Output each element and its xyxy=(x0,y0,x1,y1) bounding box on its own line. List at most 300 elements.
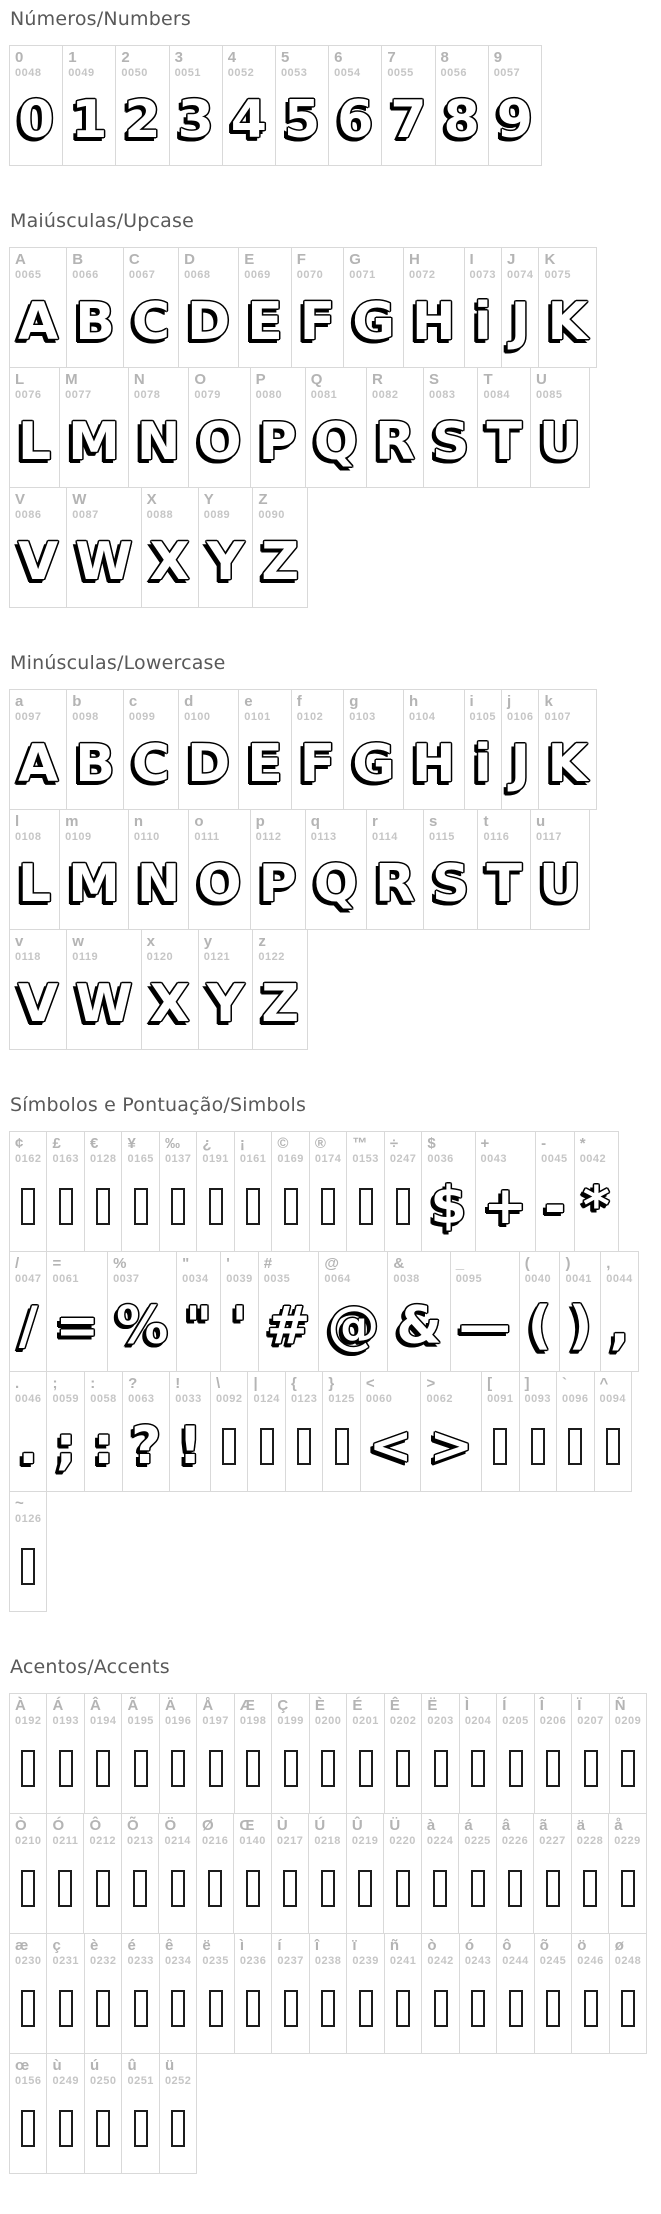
section-rows xyxy=(9,689,661,1050)
cell-character-label: * xyxy=(579,1135,586,1152)
glyph-cell xyxy=(238,689,292,810)
bubble-glyph: + xyxy=(483,1176,528,1236)
cell-glyph-preview xyxy=(15,725,61,803)
cell-character-label: X xyxy=(146,491,157,508)
cell-character-label: = xyxy=(52,1255,62,1272)
cell-unicode-code: 0088 xyxy=(146,509,174,521)
bubble-glyph: $ xyxy=(430,1176,467,1236)
cell-glyph-preview xyxy=(15,1167,41,1245)
glyph-cell xyxy=(530,367,590,488)
glyph-cell xyxy=(238,247,292,368)
cell-unicode-code: 0230 xyxy=(15,1955,42,1967)
cell-character-label: B xyxy=(72,251,84,268)
glyph-cell xyxy=(534,1933,572,2054)
cell-unicode-code: 0093 xyxy=(524,1393,552,1405)
glyph-cell xyxy=(250,809,306,930)
cell-unicode-code: 0137 xyxy=(164,1153,192,1165)
cell-unicode-code: 0209 xyxy=(614,1715,642,1727)
glyph-cell xyxy=(571,1933,609,2054)
cell-character-label: À xyxy=(15,1697,26,1714)
cell-glyph-preview xyxy=(15,2089,41,2167)
cell-unicode-code: 0062 xyxy=(426,1393,453,1405)
cell-character-label: y xyxy=(203,933,213,950)
glyph-cell xyxy=(309,1933,347,2054)
cell-glyph-preview xyxy=(15,1969,41,2047)
cell-unicode-code: 0070 xyxy=(296,269,324,281)
cell-unicode-code: 0095 xyxy=(455,1273,483,1285)
cell-glyph-preview xyxy=(502,1849,528,1927)
cell-glyph-preview xyxy=(72,523,135,601)
cell-glyph-preview xyxy=(372,403,418,481)
bubble-glyph: G xyxy=(352,734,395,794)
glyph-cell xyxy=(210,1371,248,1492)
cell-glyph-preview xyxy=(615,1729,641,1807)
cell-glyph-preview xyxy=(352,1729,378,1807)
missing-glyph-box xyxy=(171,1990,185,2027)
cell-character-label: @ xyxy=(324,1255,339,1272)
cell-unicode-code: 0123 xyxy=(290,1393,318,1405)
glyph-cell xyxy=(222,45,276,166)
cell-unicode-code: 0104 xyxy=(408,711,436,723)
cell-glyph-preview xyxy=(194,403,244,481)
missing-glyph-box xyxy=(246,1870,260,1907)
cell-glyph-preview xyxy=(15,845,54,923)
missing-glyph-box xyxy=(246,1188,260,1225)
cell-character-label: P xyxy=(255,371,266,388)
cell-character-label: õ xyxy=(539,1937,549,1954)
cell-unicode-code: 0069 xyxy=(244,269,271,281)
glyph-cell xyxy=(496,1813,534,1934)
cell-character-label: j xyxy=(507,693,512,710)
cell-unicode-code: 0084 xyxy=(483,389,510,401)
cell-glyph-preview xyxy=(258,965,302,1043)
bubble-glyph: H xyxy=(411,734,456,794)
glyph-cell xyxy=(84,1693,122,1814)
cell-character-label: ÷ xyxy=(389,1135,399,1152)
cell-glyph-preview xyxy=(441,81,483,159)
cell-character-label: > xyxy=(426,1375,436,1392)
cell-glyph-preview xyxy=(502,1969,528,2047)
cell-character-label: 5 xyxy=(280,49,290,66)
cell-character-label: ¿ xyxy=(202,1135,212,1152)
cell-character-label: Ï xyxy=(577,1697,582,1714)
cell-unicode-code: 0033 xyxy=(175,1393,202,1405)
bubble-glyph: / xyxy=(18,1296,38,1356)
glyph-row xyxy=(9,45,542,166)
missing-glyph-box xyxy=(359,1188,373,1225)
cell-unicode-code: 0211 xyxy=(52,1835,79,1847)
glyph-cell xyxy=(84,1933,122,2054)
bubble-glyph: P xyxy=(258,854,297,914)
cell-glyph-preview xyxy=(127,1167,153,1245)
cell-character-label: # xyxy=(263,1255,273,1272)
cell-glyph-preview xyxy=(72,283,118,361)
cell-character-label: ( xyxy=(524,1255,530,1272)
cell-unicode-code: 0078 xyxy=(133,389,161,401)
cell-unicode-code: 0053 xyxy=(280,67,308,79)
missing-glyph-box xyxy=(621,1870,635,1907)
cell-unicode-code: 0081 xyxy=(310,389,338,401)
glyph-cell xyxy=(9,929,67,1050)
cell-glyph-preview xyxy=(184,283,233,361)
cell-unicode-code: 0247 xyxy=(389,1153,417,1165)
cell-character-label: Ä xyxy=(164,1697,176,1714)
cell-unicode-code: 0245 xyxy=(539,1955,567,1967)
missing-glyph-box xyxy=(606,1428,620,1465)
cell-character-label: S xyxy=(429,371,440,388)
missing-glyph-box xyxy=(21,1990,35,2027)
glyph-cell xyxy=(84,2053,122,2174)
cell-character-label: O xyxy=(194,371,207,388)
cell-character-label: Û xyxy=(351,1817,363,1834)
glyph-cell xyxy=(464,689,502,810)
cell-unicode-code: 0220 xyxy=(389,1835,416,1847)
cell-unicode-code: 0162 xyxy=(15,1153,42,1165)
glyph-cell xyxy=(158,1813,196,1934)
missing-glyph-box xyxy=(321,1990,335,2027)
missing-glyph-box xyxy=(134,1750,148,1787)
cell-character-label: - xyxy=(541,1135,547,1152)
cell-character-label: 7 xyxy=(387,49,396,66)
cell-glyph-preview xyxy=(427,1969,453,2047)
missing-glyph-box xyxy=(396,1870,410,1907)
glyph-cell xyxy=(346,1933,384,2054)
glyph-cell xyxy=(475,1131,537,1252)
cell-character-label: ¥ xyxy=(127,1135,136,1152)
missing-glyph-box xyxy=(134,2110,148,2147)
glyph-cell xyxy=(46,2053,84,2174)
cell-unicode-code: 0174 xyxy=(314,1153,342,1165)
cell-glyph-preview xyxy=(539,1849,565,1927)
cell-unicode-code: 0079 xyxy=(194,389,221,401)
cell-glyph-preview xyxy=(165,1167,191,1245)
cell-character-label: I xyxy=(469,251,474,268)
glyph-cell xyxy=(501,689,539,810)
glyph-cell xyxy=(420,1371,482,1492)
glyph-cell xyxy=(421,1131,475,1252)
glyph-cell xyxy=(501,247,539,368)
glyph-cell xyxy=(128,367,190,488)
section-title: Maiúsculas/Upcase xyxy=(10,210,195,232)
cell-glyph-preview xyxy=(165,2089,191,2167)
bubble-glyph: C xyxy=(131,734,171,794)
cell-unicode-code: 0226 xyxy=(501,1835,529,1847)
cell-unicode-code: 0207 xyxy=(577,1715,604,1727)
cell-glyph-preview xyxy=(577,1729,603,1807)
cell-glyph-preview xyxy=(297,725,339,803)
cell-glyph-preview xyxy=(281,81,323,159)
glyph-cell xyxy=(46,1813,84,1934)
cell-unicode-code: 0120 xyxy=(146,951,174,963)
cell-unicode-code: 0037 xyxy=(113,1273,140,1285)
bubble-glyph: G xyxy=(352,292,395,352)
cell-unicode-code: 0106 xyxy=(507,711,534,723)
glyph-cell xyxy=(271,1131,309,1252)
cell-character-label: T xyxy=(483,371,493,388)
glyph-cell xyxy=(169,1371,211,1492)
cell-unicode-code: 0098 xyxy=(72,711,99,723)
cell-character-label: l xyxy=(15,813,20,830)
cell-glyph-preview xyxy=(483,845,524,923)
cell-character-label: Ã xyxy=(127,1697,139,1714)
cell-glyph-preview xyxy=(15,965,61,1043)
cell-unicode-code: 0214 xyxy=(164,1835,191,1847)
glyph-cell xyxy=(571,1813,609,1934)
cell-character-label: , xyxy=(606,1255,611,1272)
glyph-cell xyxy=(141,487,199,608)
cell-unicode-code: 0193 xyxy=(52,1715,79,1727)
missing-glyph-box xyxy=(284,1750,298,1787)
cell-character-label: o xyxy=(194,813,204,830)
cell-character-label: ò xyxy=(427,1937,437,1954)
bubble-glyph: — xyxy=(458,1296,511,1356)
cell-glyph-preview xyxy=(72,725,118,803)
section-rows xyxy=(9,247,661,608)
glyph-cell xyxy=(121,2053,159,2174)
cell-character-label: | xyxy=(253,1375,258,1392)
cell-unicode-code: 0250 xyxy=(89,2075,117,2087)
cell-unicode-code: 0052 xyxy=(227,67,255,79)
cell-glyph-preview xyxy=(52,1407,79,1485)
glyph-row xyxy=(9,487,308,608)
cell-unicode-code: 0065 xyxy=(15,269,42,281)
cell-character-label: Õ xyxy=(126,1817,139,1834)
cell-unicode-code: 0252 xyxy=(164,2075,192,2087)
missing-glyph-box xyxy=(171,1870,185,1907)
cell-unicode-code: 0075 xyxy=(544,269,571,281)
missing-glyph-box xyxy=(396,1990,410,2027)
bubble-glyph: Q xyxy=(313,412,358,472)
bubble-glyph: X xyxy=(149,532,190,592)
cell-character-label: ) xyxy=(565,1255,571,1272)
glyph-cell xyxy=(556,1371,594,1492)
glyph-cell xyxy=(159,1693,197,1814)
cell-character-label: 8 xyxy=(440,49,449,66)
cell-character-label: [ xyxy=(487,1375,493,1392)
cell-unicode-code: 0156 xyxy=(15,2075,42,2087)
cell-character-label: £ xyxy=(52,1135,61,1152)
bubble-glyph: P xyxy=(258,412,297,472)
cell-character-label: â xyxy=(501,1817,511,1834)
missing-glyph-box xyxy=(297,1428,311,1465)
cell-character-label: Y xyxy=(203,491,214,508)
glyph-cell xyxy=(198,929,254,1050)
glyph-cell xyxy=(115,45,169,166)
glyph-cell xyxy=(384,1693,422,1814)
cell-glyph-preview xyxy=(175,81,217,159)
cell-glyph-preview xyxy=(128,1407,164,1485)
cell-unicode-code: 0102 xyxy=(296,711,324,723)
cell-character-label: r xyxy=(371,813,378,830)
cell-glyph-preview xyxy=(352,1969,378,2047)
cell-glyph-preview xyxy=(244,725,286,803)
cell-character-label: É xyxy=(352,1697,363,1714)
cell-character-label: s xyxy=(429,813,438,830)
cell-unicode-code: 0094 xyxy=(599,1393,626,1405)
cell-glyph-preview xyxy=(352,1167,378,1245)
bubble-glyph: A xyxy=(18,292,59,352)
bubble-glyph: D xyxy=(187,734,231,794)
bubble-glyph: 7 xyxy=(390,90,427,150)
cell-glyph-preview xyxy=(465,1729,491,1807)
cell-unicode-code: 0169 xyxy=(277,1153,304,1165)
glyph-cell xyxy=(234,1131,272,1252)
cell-glyph-preview xyxy=(184,725,233,803)
cell-glyph-preview xyxy=(129,283,173,361)
missing-glyph-box xyxy=(59,1990,73,2027)
bubble-glyph: ! xyxy=(178,1416,202,1476)
cell-unicode-code: 0241 xyxy=(389,1955,417,1967)
cell-character-label: C xyxy=(128,251,140,268)
bubble-glyph: i xyxy=(473,292,492,352)
cell-character-label: V xyxy=(15,491,26,508)
cell-character-label: K xyxy=(544,251,556,268)
cell-unicode-code: 0210 xyxy=(15,1835,42,1847)
cell-glyph-preview xyxy=(127,1969,153,2047)
glyph-cell xyxy=(403,247,465,368)
cell-character-label: / xyxy=(15,1255,20,1272)
glyph-cell xyxy=(9,1491,47,1612)
cell-character-label: å xyxy=(614,1817,623,1834)
cell-character-label: ` xyxy=(562,1375,568,1392)
cell-character-label: © xyxy=(277,1135,289,1152)
glyph-cell xyxy=(159,2053,197,2174)
cell-glyph-preview xyxy=(544,283,590,361)
cell-glyph-preview xyxy=(541,1167,569,1245)
cell-character-label: & xyxy=(393,1255,405,1272)
cell-unicode-code: 0058 xyxy=(90,1393,117,1405)
bubble-glyph: W xyxy=(75,974,133,1034)
missing-glyph-box xyxy=(222,1428,236,1465)
missing-glyph-box xyxy=(434,1990,448,2027)
cell-character-label: e xyxy=(244,693,253,710)
cell-character-label: A xyxy=(15,251,26,268)
cell-glyph-preview xyxy=(147,965,193,1043)
glyph-cell xyxy=(423,367,478,488)
cell-glyph-preview xyxy=(175,1407,205,1485)
cell-unicode-code: 0043 xyxy=(480,1153,507,1165)
cell-character-label: û xyxy=(127,2057,137,2074)
glyph-cell xyxy=(459,1693,497,1814)
cell-unicode-code: 0097 xyxy=(15,711,42,723)
cell-character-label: R xyxy=(371,371,383,388)
cell-glyph-preview xyxy=(600,1407,626,1485)
glyph-cell xyxy=(609,1933,647,2054)
cell-unicode-code: 0140 xyxy=(239,1835,266,1847)
glyph-cell xyxy=(559,1251,601,1372)
cell-unicode-code: 0042 xyxy=(579,1153,607,1165)
cell-unicode-code: 0229 xyxy=(614,1835,641,1847)
cell-unicode-code: 0227 xyxy=(539,1835,566,1847)
glyph-cell xyxy=(220,1251,258,1372)
cell-glyph-preview xyxy=(277,1849,303,1927)
glyph-cell xyxy=(9,1131,47,1252)
cell-character-label: í xyxy=(277,1937,282,1954)
glyph-cell xyxy=(328,45,382,166)
cell-glyph-preview xyxy=(68,81,110,159)
cell-unicode-code: 0117 xyxy=(535,831,562,843)
cell-unicode-code: 0237 xyxy=(277,1955,304,1967)
bubble-glyph: 9 xyxy=(496,90,533,150)
cell-glyph-preview xyxy=(494,81,536,159)
bubble-glyph: ( xyxy=(527,1296,552,1356)
cell-character-label: G xyxy=(349,251,361,268)
cell-unicode-code: 0080 xyxy=(255,389,283,401)
cell-character-label: Ò xyxy=(15,1817,27,1834)
cell-glyph-preview xyxy=(127,1849,153,1927)
cell-glyph-preview xyxy=(614,1849,640,1927)
missing-glyph-box xyxy=(584,1990,598,2027)
cell-character-label: x xyxy=(146,933,155,950)
cell-glyph-preview xyxy=(470,283,496,361)
cell-character-label: w xyxy=(72,933,84,950)
glyph-cell xyxy=(538,247,596,368)
glyph-cell xyxy=(198,487,254,608)
glyph-cell xyxy=(234,1933,272,2054)
glyph-cell xyxy=(84,1131,122,1252)
cell-glyph-preview xyxy=(90,1969,116,2047)
cell-unicode-code: 0243 xyxy=(464,1955,492,1967)
cell-character-label: Z xyxy=(258,491,268,508)
cell-glyph-preview xyxy=(228,81,270,159)
cell-character-label: Ú xyxy=(314,1817,326,1834)
cell-character-label: ? xyxy=(128,1375,138,1392)
missing-glyph-box xyxy=(260,1428,274,1465)
glyph-cell xyxy=(9,45,63,166)
glyph-cell xyxy=(196,1933,234,2054)
cell-glyph-preview xyxy=(194,845,244,923)
cell-unicode-code: 0061 xyxy=(52,1273,79,1285)
cell-glyph-preview xyxy=(202,1167,228,1245)
cell-glyph-preview xyxy=(540,1729,566,1807)
missing-glyph-box xyxy=(96,1188,110,1225)
cell-unicode-code: 0101 xyxy=(244,711,271,723)
bubble-glyph: K xyxy=(547,734,588,794)
cell-unicode-code: 0077 xyxy=(65,389,92,401)
cell-glyph-preview xyxy=(90,1167,116,1245)
cell-glyph-preview xyxy=(239,1849,265,1927)
cell-unicode-code: 0109 xyxy=(65,831,92,843)
cell-unicode-code: 0060 xyxy=(365,1393,393,1405)
cell-character-label: E xyxy=(244,251,255,268)
bubble-glyph: L xyxy=(18,412,52,472)
glyph-cell xyxy=(83,1813,121,1934)
glyph-row xyxy=(9,1933,647,2054)
cell-glyph-preview xyxy=(577,1969,603,2047)
cell-unicode-code: 0114 xyxy=(371,831,398,843)
cell-glyph-preview xyxy=(240,1969,266,2047)
cell-glyph-preview xyxy=(540,1969,566,2047)
missing-glyph-box xyxy=(209,1990,223,2027)
cell-character-label: 1 xyxy=(68,49,77,66)
cell-unicode-code: 0203 xyxy=(427,1715,454,1727)
cell-character-label: ö xyxy=(577,1937,587,1954)
cell-glyph-preview xyxy=(390,1729,416,1807)
cell-glyph-preview xyxy=(15,283,61,361)
cell-unicode-code: 0195 xyxy=(127,1715,154,1727)
cell-unicode-code: 0068 xyxy=(184,269,211,281)
glyph-row xyxy=(9,1251,639,1372)
glyph-cell xyxy=(159,1933,197,2054)
bubble-glyph: Z xyxy=(261,532,300,592)
cell-unicode-code: 0153 xyxy=(352,1153,379,1165)
cell-glyph-preview xyxy=(244,283,286,361)
cell-unicode-code: 0113 xyxy=(310,831,337,843)
bubble-glyph: U xyxy=(538,412,582,472)
cell-glyph-preview xyxy=(328,1407,354,1485)
cell-glyph-preview xyxy=(204,523,248,601)
cell-glyph-preview xyxy=(52,1729,78,1807)
